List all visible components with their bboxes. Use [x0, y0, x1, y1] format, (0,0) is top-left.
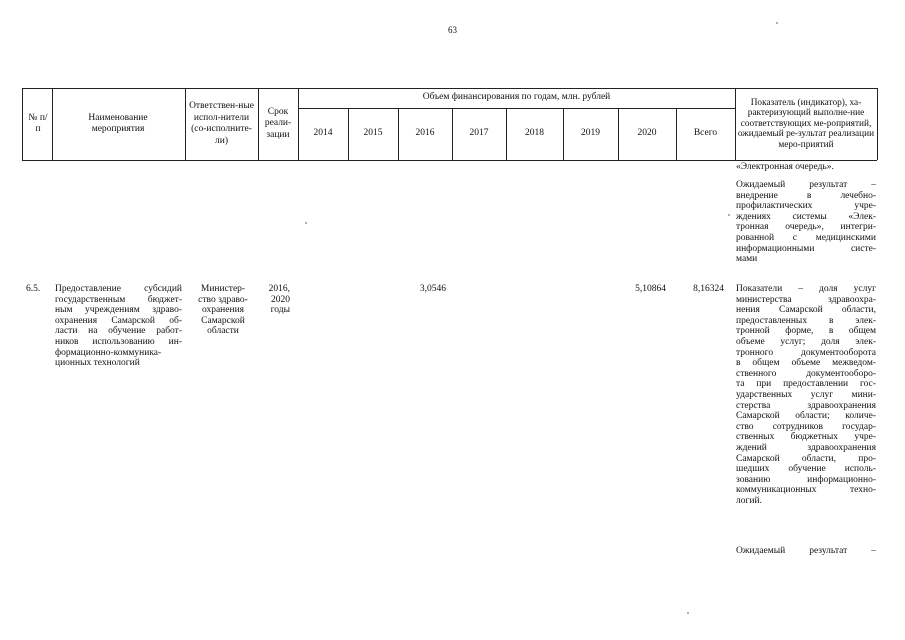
text-line: Самарской области; количе-	[736, 411, 876, 422]
text-line: в общем объеме межведом-	[736, 358, 876, 369]
header-funding: Объем финансирования по годам, млн. рублей	[422, 92, 611, 103]
text-line: 2016,	[268, 284, 290, 294]
header-year: 2019	[581, 128, 600, 139]
text-line: ударственных услуг мини-	[736, 389, 876, 400]
text-line: ство здраво-	[198, 294, 248, 305]
text-line: ждений здравоохранения	[736, 442, 876, 453]
scan-speck	[776, 22, 778, 24]
text-line: тронной форме, в общем	[736, 326, 876, 337]
scan-speck	[728, 214, 730, 216]
text-line: та при предоставлении гос-	[736, 379, 876, 390]
header-name: Наименование мероприятия	[88, 112, 148, 134]
text-line: зованию информационно-	[736, 474, 876, 485]
scan-speck	[687, 612, 689, 614]
text-line: коммуникационных техно-	[736, 485, 876, 496]
row-indicator	[736, 284, 876, 506]
text-line: рованной с медицинскими	[736, 232, 876, 243]
header-total: Всего	[693, 128, 718, 139]
row-responsible	[190, 284, 256, 337]
text-line: логий.	[736, 495, 762, 506]
page-number: 63	[448, 25, 457, 35]
header-num: № п/п	[28, 112, 48, 134]
text-line: Самарской области, про-	[736, 453, 876, 464]
scan-speck	[305, 222, 307, 224]
text-line: внедрение в лечебно-	[736, 190, 876, 201]
text-line: Ожидаемый результат –	[736, 180, 876, 190]
header-year: 2018	[525, 128, 544, 139]
text-line: тронного документооборота	[736, 347, 876, 358]
text-line: предоставленных в элек-	[736, 315, 876, 326]
text-line: тронная очередь», интегри-	[736, 222, 876, 233]
header-year: 2020	[637, 128, 657, 139]
header-year: 2017	[469, 128, 489, 139]
text-line: министерства здравоохра-	[736, 294, 876, 305]
text-line: нения Самарской области,	[736, 305, 876, 316]
grid-line	[52, 88, 53, 160]
text-line: стерства здравоохранения	[736, 400, 876, 411]
text-line: 2020	[271, 294, 290, 305]
header-term: Срок реали-зации	[264, 106, 292, 140]
text-line: ственных бюджетных учре-	[736, 432, 876, 443]
header-bottom-border	[22, 160, 877, 161]
text-line: Предоставление субсидий	[55, 284, 182, 294]
header-year: 2014	[313, 128, 333, 139]
text-line: информационными систе-	[736, 243, 876, 254]
row-name	[55, 284, 182, 369]
text-line: ждениях системы «Элек-	[736, 211, 876, 222]
text-line: шедших обучение исполь-	[736, 464, 876, 475]
text-line: ционных технологий	[55, 358, 140, 369]
row-term	[258, 284, 290, 316]
text-line: ным учреждениям здраво-	[55, 305, 182, 316]
prev-row-continued: «Электронная очередь».	[736, 162, 834, 172]
prev-row-expected-result	[736, 180, 876, 265]
text-line: ласти на обучение работ-	[55, 326, 182, 337]
text-line: государственным бюджет-	[55, 294, 182, 305]
value-2020: 5,10864	[635, 284, 666, 294]
header-responsible: Ответствен-ные испол-нители (со-исполните-ли)	[189, 101, 254, 146]
text-line: годы	[270, 305, 290, 316]
text-line: Показатели – доля услуг	[736, 284, 876, 294]
text-line: ство сотрудников государ-	[736, 421, 876, 432]
row-expected-start: Ожидаемый результат –	[736, 546, 876, 556]
text-line: формационно-коммуника-	[55, 347, 162, 358]
value-2016: 3,0546	[419, 284, 446, 294]
text-line: охранения Самарской об-	[55, 315, 182, 326]
grid-line	[877, 88, 878, 160]
text-line: ников использованию ин-	[55, 336, 182, 347]
text-line: Самарской	[201, 315, 245, 326]
table-header	[22, 88, 877, 160]
text-line: ственного документооборо-	[736, 368, 876, 379]
text-line: объеме услуг; доля элек-	[736, 336, 876, 347]
row-number: 6.5.	[26, 284, 41, 294]
text-line: области	[207, 326, 239, 337]
header-year: 2015	[363, 128, 383, 139]
text-line: профилактических учре-	[736, 201, 876, 212]
text-line: Министер-	[200, 284, 246, 294]
text-line: охранения	[201, 305, 245, 316]
header-indicator: Показатель (индикатор), ха-рактеризующий выполне-ние соответствующих ме-роприятий, ожидаемый ре-зультат реализации меро-приятий	[737, 97, 875, 150]
grid-line	[22, 88, 23, 160]
header-year: 2016	[415, 128, 435, 139]
text-line: мами	[736, 254, 758, 265]
value-total: 8,16324	[693, 284, 724, 294]
